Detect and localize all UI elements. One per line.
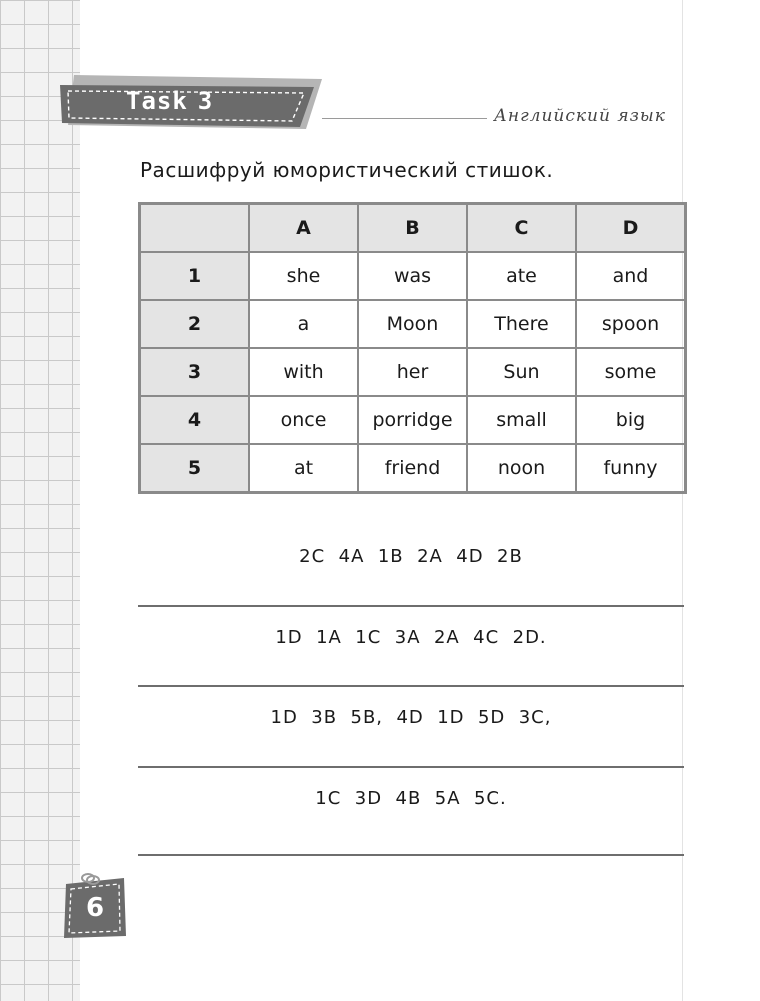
- column-header: C: [467, 204, 576, 253]
- instruction-text: Расшифруй юмористический стишок.: [140, 158, 554, 182]
- column-header: A: [249, 204, 358, 253]
- table-cell: friend: [358, 444, 467, 493]
- table-cell: with: [249, 348, 358, 396]
- table-cell: Moon: [358, 300, 467, 348]
- table-cell: a: [249, 300, 358, 348]
- answer-line-4[interactable]: [138, 854, 684, 856]
- table-cell: ate: [467, 252, 576, 300]
- header-rule: [322, 118, 487, 119]
- table-cell: once: [249, 396, 358, 444]
- task-number: 3: [197, 87, 214, 115]
- row-header: 3: [140, 348, 250, 396]
- table-cell: big: [576, 396, 686, 444]
- table-cell: porridge: [358, 396, 467, 444]
- table-cell: at: [249, 444, 358, 493]
- page-edge-rule: [682, 0, 683, 1001]
- table-row: [140, 252, 686, 300]
- table-row: [140, 300, 686, 348]
- table-row: [140, 444, 686, 493]
- table-cell: small: [467, 396, 576, 444]
- table-row: [140, 396, 686, 444]
- task-title: [126, 87, 213, 115]
- answer-line-2[interactable]: [138, 685, 684, 687]
- table-cell: was: [358, 252, 467, 300]
- code-line-1: 2C 4A 1B 2A 4D 2B: [299, 546, 523, 567]
- answer-line-1[interactable]: [138, 605, 684, 607]
- table-cell: her: [358, 348, 467, 396]
- table-cell: noon: [467, 444, 576, 493]
- code-line-2: 1D 1A 1C 3A 2A 4C 2D.: [275, 627, 547, 648]
- table-cell: Sun: [467, 348, 576, 396]
- table-cell: spoon: [576, 300, 686, 348]
- cipher-table: [138, 202, 687, 494]
- table-corner-cell: [140, 204, 250, 253]
- code-line-3: 1D 3B 5B, 4D 1D 5D 3C,: [270, 707, 552, 728]
- page-number: 6: [85, 893, 105, 923]
- table-cell: funny: [576, 444, 686, 493]
- table-row: [140, 348, 686, 396]
- table-cell: she: [249, 252, 358, 300]
- graph-paper-margin: [0, 0, 80, 1001]
- row-header: 5: [140, 444, 250, 493]
- task-word: Task: [126, 87, 188, 115]
- subject-label: Английский язык: [494, 106, 666, 126]
- row-header: 1: [140, 252, 250, 300]
- row-header: 2: [140, 300, 250, 348]
- column-header: D: [576, 204, 686, 253]
- table-cell: and: [576, 252, 686, 300]
- answer-line-3[interactable]: [138, 766, 684, 768]
- table-header-row: [140, 204, 686, 253]
- table-cell: some: [576, 348, 686, 396]
- code-line-4: 1C 3D 4B 5A 5C.: [315, 788, 507, 809]
- table-cell: There: [467, 300, 576, 348]
- row-header: 4: [140, 396, 250, 444]
- column-header: B: [358, 204, 467, 253]
